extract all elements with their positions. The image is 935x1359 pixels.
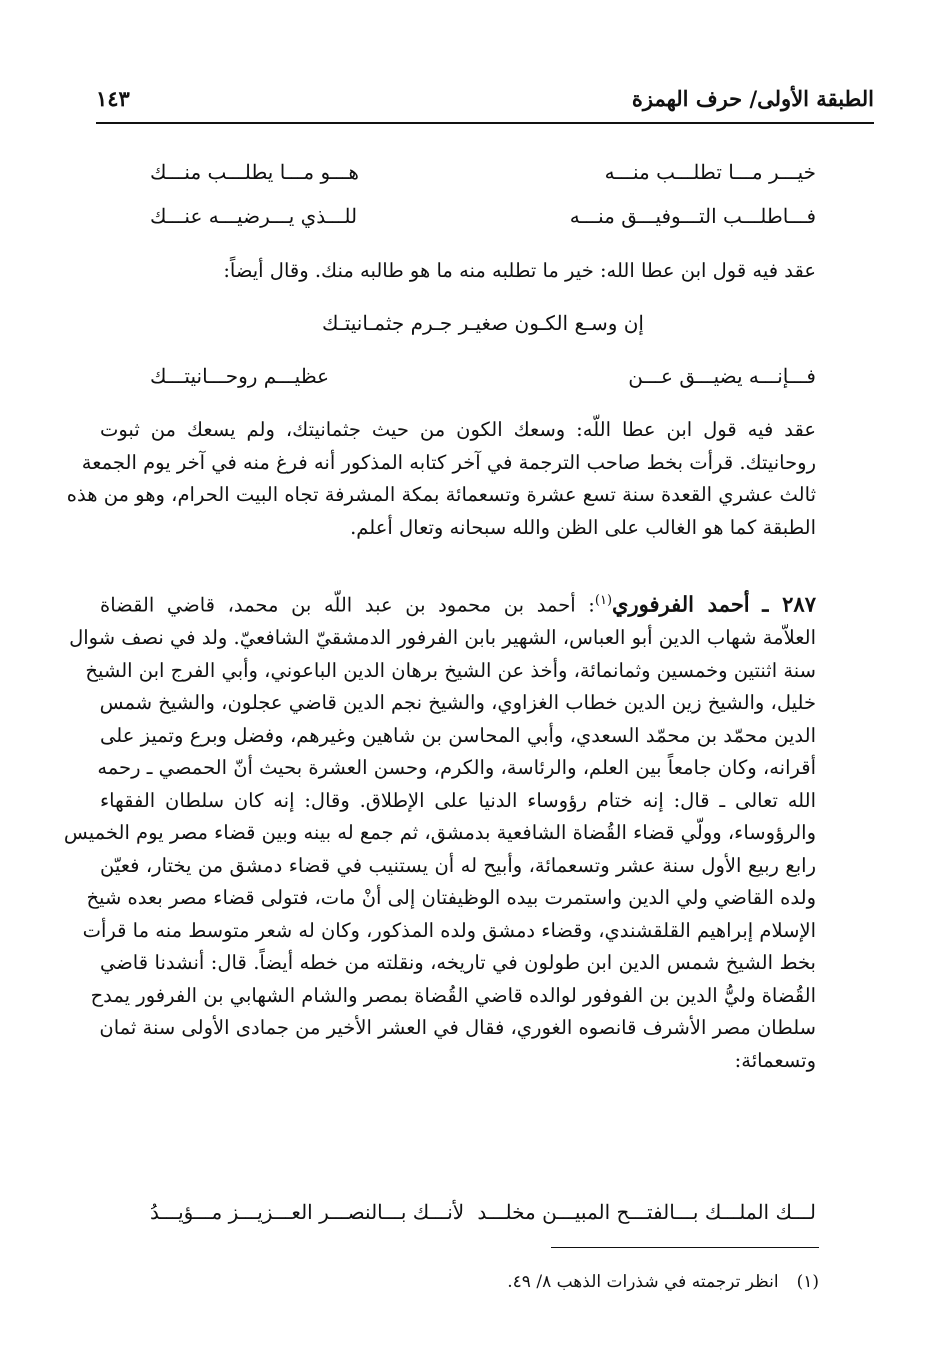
prose-line: عقد فيه قول ابن عطا الله: خير ما تطلبه منه ما هو طالبه منك. وقال أيضاً: — [223, 259, 816, 282]
biography-entry — [63, 585, 816, 1077]
prose-line: العلاّمة شهاب الدين أبو العباس، الشهير بابن الفرفور الدمشقيّ الشافعيّ. ولد في نصف شوال — [69, 626, 816, 649]
prose-line: عقد فيه قول ابن عطا اللّه: وسعك الكون من حيث جثمانيتك، ولم يسعك من ثبوت — [100, 418, 816, 441]
verse-line — [150, 1200, 816, 1236]
footnote-text: انظر ترجمته في شذرات الذهب ٨/ ٤٩. — [507, 1272, 779, 1292]
footnote-number: (١) — [796, 1272, 819, 1292]
prose-paragraph — [100, 255, 816, 288]
hemistich-first: لـــك الملـــك بـــالفتـــح المبيـــن مخلـــد — [477, 1200, 816, 1224]
footnote-divider — [551, 1247, 819, 1248]
prose-line: خليل، والشيخ زين الدين خطاب الغزاوي، والشيخ نجم الدين قاضي عجلون، والشيخ شمس — [99, 691, 816, 714]
prose-line: ثالث عشري القعدة سنة تسع عشرة وتسعمائة بمكة المشرفة تجاه البيت الحرام، وهو من هذه — [66, 483, 816, 506]
prose-text: : أحمد بن محمود بن عبد اللّه بن محمد، قاضي القضاة — [100, 593, 595, 617]
hemistich-second: لأنـــك بـــالنصـــر العـــزيـــز مـــؤيـــدُ — [150, 1200, 465, 1224]
prose-line: وتسعمائة: — [734, 1048, 816, 1072]
footnote — [507, 1272, 819, 1292]
prose-line: أقرانه، وكان جامعاً بين العلم، والرئاسة، والكرم، وحسن العشرة بحيث أنّ الحمصي ـ رحمه — [97, 756, 816, 779]
prose-line: القُضاة وليُّ الدين بن الفوفور لوالده قاضي القُضاة بمصر والشام الشهابي بن الفرفور يمدح — [90, 983, 816, 1007]
prose-line: سنة اثنتين وخمسين وثمانمائة، وأخذ عن الشيخ برهان الدين الباعوني، وأبي الفرج ابن الشيخ — [85, 658, 816, 682]
verse-line-centered: إن وسـع الكـون صغيـر جـرم جثمـانيتـك — [322, 311, 644, 335]
prose-line: روحانيتك. قرأت بخط صاحب الترجمة في آخر كتابه المذكور أنه فرغ منه في آخر يوم الجمعة — [81, 450, 816, 474]
hemistich-second: عظيـــم روحـــانيتـــك — [150, 364, 330, 388]
prose-line: الدين محمّد بن محمّد السعدي، وأبي المحاسن بن شاهين وغيرهم، وفضل وبرع وتميز على — [100, 723, 816, 747]
prose-line: الطبقة كما هو الغالب على الظن والله سبحانه وتعال أعلم. — [350, 515, 816, 539]
prose-line: الله تعالى ـ قال: إنه ختام رؤوساء الدنيا على الإطلاق. وقال: إنه كان سلطان الفقهاء — [100, 788, 816, 812]
prose-paragraph — [66, 414, 816, 544]
hemistich-first: فـــإنـــه يضيـــق عـــن — [628, 364, 816, 388]
prose-line: الإسلام إبراهيم القلقشندي، وقضاء دمشق ولده المذكور، وكان له شعر متوسط منه ما قرأت — [82, 918, 816, 942]
prose-line: سلطان مصر الأشرف قانصوه الغوري، فقال في العشر الأخير من جمادى الأولى سنة ثمان — [99, 1016, 816, 1039]
verse-line — [150, 160, 816, 196]
verse-line — [150, 364, 816, 400]
hemistich-second: للـــذي يـــرضيـــه عنـــك — [150, 204, 358, 228]
running-title: الطبقة الأولى/ حرف الهمزة — [631, 86, 874, 111]
prose-line: رابع ربيع الأول سنة عشر وتسعمائة، وأبيح له أن يستنيب في قضاء دمشق من يختار، فعيّن — [100, 853, 816, 877]
prose-line-first — [100, 585, 816, 622]
prose-line: والرؤوساء، وولّي قضاء القُضاة الشافعية بدمشق، ثم جمع له بينه وبين قضاء مصر يوم الخميس — [63, 821, 816, 844]
page-number: ١٤٣ — [96, 86, 130, 111]
hemistich-first: فـــاطلـــب التـــوفيـــق منـــه — [569, 204, 816, 228]
hemistich-second: هـــو مـــا يطلـــب منـــك — [150, 160, 359, 184]
prose-line: بخط الشيخ شمس الدين ابن طولون في تاريخه، ونقلته من خطه أيضاً. قال: أنشدنا قاضي — [100, 951, 816, 974]
entry-name: أحمد الفرفوري — [612, 591, 750, 617]
page-header — [96, 82, 874, 124]
prose-line: ولده القاضي ولي الدين واستمرت بيده الوظيفتان إلى أنْ مات، فتولى قضاء مصر بعده شيخ — [86, 886, 816, 909]
footnote-marker: (١) — [594, 593, 613, 608]
entry-number: ٢٨٧ ـ — [762, 591, 816, 617]
verse-line — [150, 204, 816, 240]
hemistich-first: خيـــر مـــا تطلـــب منـــه — [604, 160, 816, 184]
